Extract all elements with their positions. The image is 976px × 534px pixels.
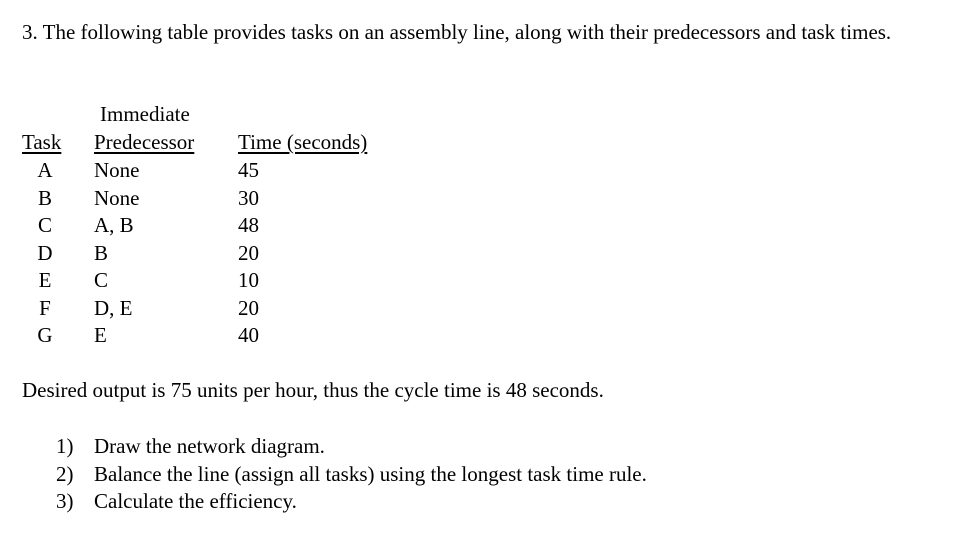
time-cell: 40 xyxy=(238,323,259,347)
predecessor-header-top: Immediate xyxy=(100,102,190,126)
predecessor-cell: E xyxy=(94,323,107,347)
task-cell: B xyxy=(37,185,52,210)
step-number: 3) xyxy=(56,489,74,513)
task-cell: C xyxy=(37,213,52,237)
table-row xyxy=(0,295,420,323)
step-number: 1) xyxy=(56,434,74,458)
task-cell: F xyxy=(39,295,51,320)
step-text: Draw the network diagram. xyxy=(94,434,325,458)
task-cell: A xyxy=(37,158,53,182)
time-cell: 30 xyxy=(238,185,259,210)
task-cell: D xyxy=(37,240,53,265)
desired-output-statement: Desired output is 75 units per hour, thus the cycle time is 48 seconds. xyxy=(22,378,604,402)
table-row xyxy=(0,240,420,268)
predecessor-cell: B xyxy=(94,240,109,265)
time-cell: 20 xyxy=(238,240,259,265)
task-table-body xyxy=(0,157,420,350)
table-row xyxy=(0,185,420,213)
table-row xyxy=(0,157,420,185)
predecessor-cell: None xyxy=(94,158,140,182)
step-number: 2) xyxy=(56,461,74,486)
task-cell: G xyxy=(37,323,53,347)
step-text: Balance the line (assign all tasks) using the longest task time rule. xyxy=(94,461,647,486)
predecessor-cell: None xyxy=(94,185,140,210)
table-row xyxy=(0,322,420,350)
table-row xyxy=(0,267,420,295)
time-cell: 20 xyxy=(238,295,259,320)
predecessor-cell: C xyxy=(94,268,109,292)
time-cell: 48 xyxy=(238,213,259,237)
task-column-header: Task xyxy=(22,130,62,154)
predecessor-column-header: Predecessor xyxy=(94,130,195,154)
task-cell: E xyxy=(38,268,52,292)
predecessor-cell: D, E xyxy=(94,295,133,320)
time-cell: 10 xyxy=(238,268,259,292)
question-text: 3. The following table provides tasks on an assembly line, along with their predecessors and task times. xyxy=(22,20,892,44)
step-text: Calculate the efficiency. xyxy=(94,489,297,513)
predecessor-cell: A, B xyxy=(94,213,134,237)
time-cell: 45 xyxy=(238,158,259,182)
time-column-header: Time (seconds) xyxy=(238,130,368,154)
table-row xyxy=(0,212,420,240)
